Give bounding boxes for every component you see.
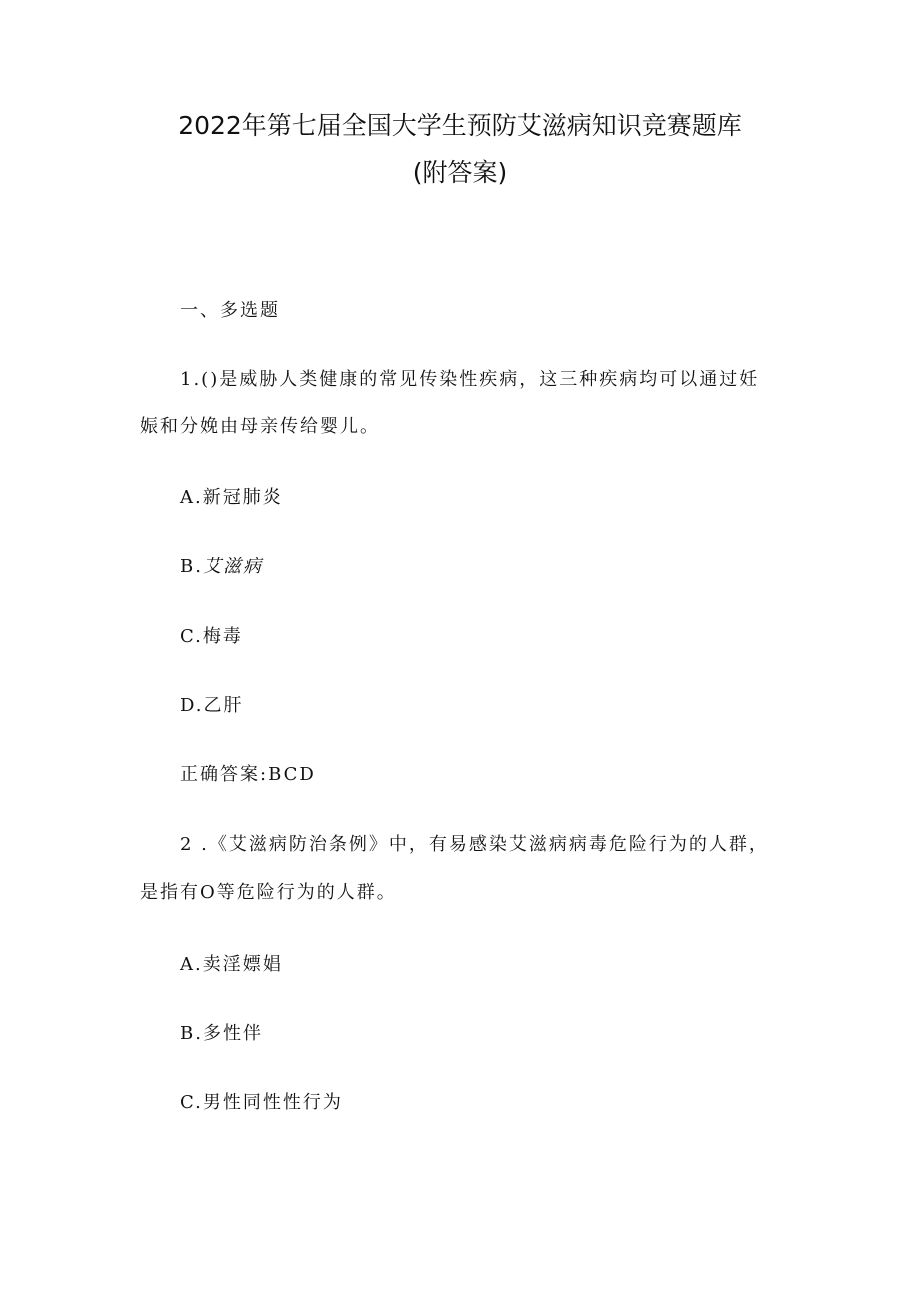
section-heading: 一、多选题 xyxy=(180,300,280,321)
document-subtitle: (附答案) xyxy=(412,158,508,187)
question-1-option-c: C.梅毒 xyxy=(180,626,243,647)
question-1-option-a: A.新冠肺炎 xyxy=(180,487,283,508)
question-2-text-line-2: 是指有O等危险行为的人群。 xyxy=(140,882,397,903)
question-2-option-c: C.男性同性性行为 xyxy=(180,1092,343,1113)
question-2-option-a: A.卖淫嫖娼 xyxy=(180,954,283,975)
question-1-answer: 正确答案:BCD xyxy=(180,764,316,785)
question-2-text-line-1: 2 .《艾滋病防治条例》中，有易感染艾滋病病毒危险行为的人群， xyxy=(180,834,769,855)
question-2-option-b: B.多性伴 xyxy=(180,1023,263,1044)
document-title: 2022年第七届全国大学生预防艾滋病知识竞赛题库 xyxy=(178,111,742,140)
question-1-text-line-2: 娠和分娩由母亲传给婴儿。 xyxy=(140,416,380,437)
question-1-option-b-prefix: B. xyxy=(180,556,203,577)
question-1-text-line-1: 1.()是威胁人类健康的常见传染性疾病，这三种疾病均可以通过妊 xyxy=(180,369,760,390)
question-1-option-d: D.乙肝 xyxy=(180,695,244,716)
question-1-option-b xyxy=(180,552,263,578)
question-1-option-b-text: 艾滋病 xyxy=(202,556,263,577)
